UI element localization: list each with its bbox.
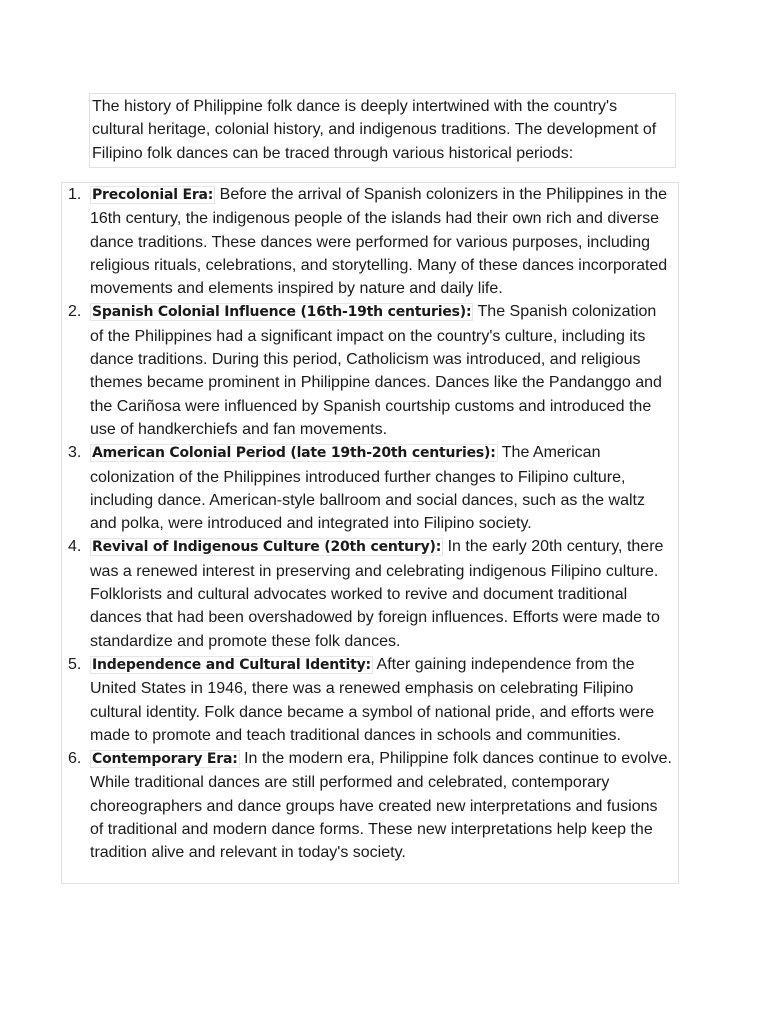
item-body: The Spanish colonization of the Philippines had a significant impact on the country's culture, including its dance traditions. During this period, Catholicism was introduced, and religious themes became prominent in Philippine dances. Dances like the Pandanggo and the Cariñosa were influenced by Spanish courtship customs and introduced the use of handkerchiefs and fan movements. <box>90 303 662 438</box>
item-body: In the modern era, Philippine folk dances continue to evolve. While traditional dances are still performed and celebrated, contemporary choreographers and dance groups have created new interpretations and fusions of traditional and modern dance forms. These new interpretations help keep the tradition alive and relevant in today's society. <box>90 750 672 862</box>
item-title: Revival of Indigenous Culture (20th century): <box>92 539 442 556</box>
item-number: 3. <box>68 444 82 462</box>
list-item-spanish <box>62 300 678 441</box>
list-item-revival <box>62 535 678 652</box>
item-number: 4. <box>68 538 82 556</box>
item-body: After gaining independence from the United States in 1946, there was a renewed emphasis on celebrating Filipino cultural identity. Folk dance became a symbol of national pride, and efforts were made to promote and teach traditional dances in schools and communities. <box>90 655 655 744</box>
item-number: 5. <box>68 655 82 673</box>
intro-paragraph <box>89 93 676 168</box>
item-number: 2. <box>68 303 82 321</box>
history-list-container <box>61 182 679 884</box>
item-body: The American colonization of the Philippines introduced further changes to Filipino culture, including dance. American-style ballroom and social dances, such as the waltz and polka, were introduced and integrated into Filipino society. <box>90 444 645 533</box>
list-item-precolonial <box>62 183 678 300</box>
list-item-american <box>62 441 678 535</box>
list-item-contemporary <box>62 747 678 864</box>
item-body: Before the arrival of Spanish colonizers in the Philippines in the 16th century, the indigenous people of the islands had their own rich and diverse dance traditions. These dances were performed for various purposes, including religious rituals, celebrations, and storytelling. Many of these dances incorporated movements and elements inspired by nature and daily life. <box>90 186 668 298</box>
item-title: Contemporary Era: <box>92 751 238 768</box>
item-title: Spanish Colonial Influence (16th-19th centuries): <box>92 304 472 321</box>
item-title: American Colonial Period (late 19th-20th centuries): <box>92 445 496 462</box>
item-title: Independence and Cultural Identity: <box>92 656 371 673</box>
intro-text: The history of Philippine folk dance is deeply intertwined with the country's cultural heritage, colonial history, and indigenous traditions. The development of Filipino folk dances can be traced through various historical periods: <box>92 98 657 162</box>
list-item-independence <box>62 653 678 747</box>
item-number: 6. <box>68 750 82 768</box>
history-list <box>62 183 678 865</box>
item-number: 1. <box>68 186 82 203</box>
item-body: In the early 20th century, there was a renewed interest in preserving and celebrating indigenous Filipino culture. Folklorists and cultural advocates worked to revive and document traditional dances that had been overshadowed by foreign influences. Efforts were made to standardize and promote these folk dances. <box>90 538 664 650</box>
item-title: Precolonial Era: <box>92 187 214 203</box>
